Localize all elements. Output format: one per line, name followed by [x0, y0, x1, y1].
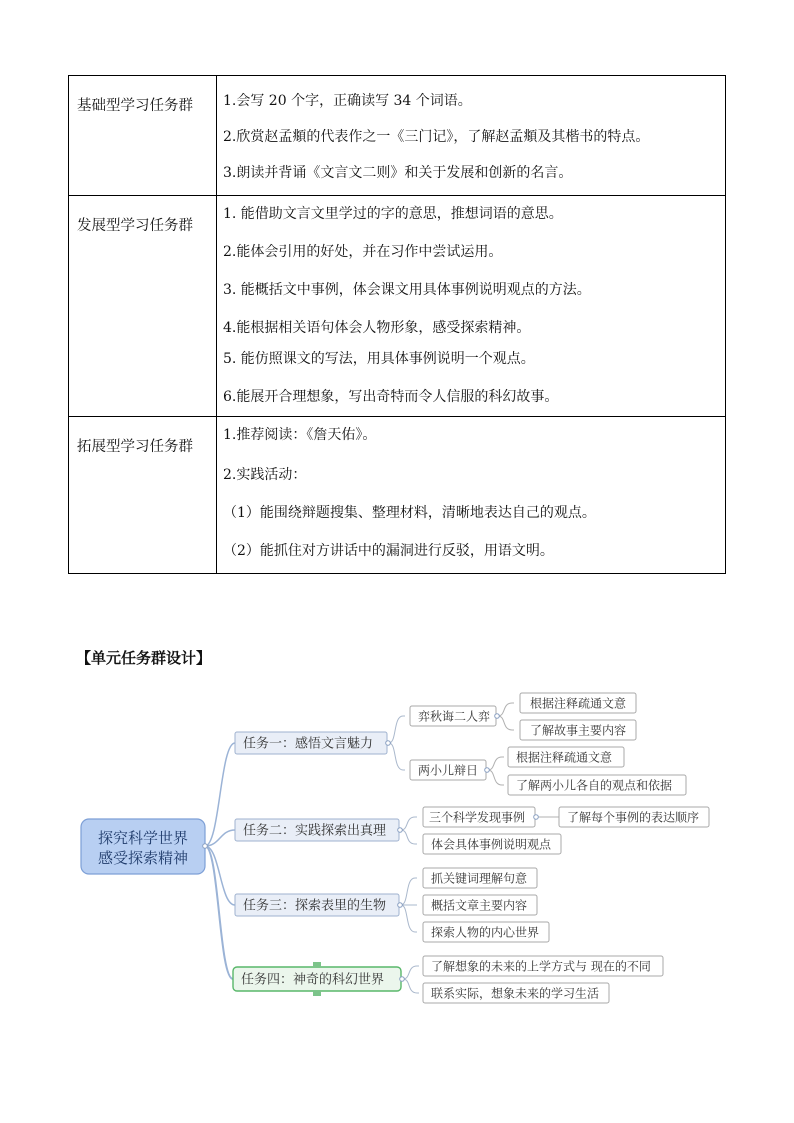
subtask-node	[423, 922, 549, 942]
category-cell: 基础型学习任务群	[69, 76, 217, 196]
task-node-label: 任务二：实践探索出真理	[243, 823, 387, 839]
task-node-label: 任务四：神奇的科幻世界	[241, 972, 385, 988]
list-item: 3.朗读并背诵《文言文二则》和关于发展和创新的名言。	[223, 165, 573, 181]
leaf-node	[508, 775, 686, 795]
connector-line	[488, 770, 504, 785]
subtask-node-label: 两小儿辩日	[418, 763, 479, 778]
connector-line	[498, 703, 514, 716]
list-item: 2.实践活动：	[223, 467, 307, 483]
subtask-node-label: 三个科学发现事例	[429, 810, 526, 825]
leaf-node-label: 了解两小儿各自的观点和依据	[516, 778, 673, 793]
node-handle	[495, 714, 500, 719]
leaf-node	[520, 720, 636, 740]
connector-line	[401, 817, 417, 830]
task-node	[235, 732, 387, 754]
list-item: 1.会写 20 个字，正确读写 34 个词语。	[223, 93, 472, 109]
leaf-node	[508, 747, 624, 767]
subtask-node-label: 抓关键词理解句意	[431, 871, 528, 886]
list-item: 2.欣赏赵孟頫的代表作之一《三门记》，了解赵孟頫及其楷书的特点。	[223, 129, 650, 145]
list-item: 1.推荐阅读：《詹天佑》。	[223, 427, 377, 443]
connector-line	[205, 846, 233, 979]
root-label: 探究科学世界	[97, 829, 189, 847]
list-item: 1. 能借助文言文里学过的字的意思，推想词语的意思。	[223, 206, 563, 222]
node-handle	[400, 977, 405, 982]
subtask-node	[423, 956, 663, 976]
subtask-node-label: 体会具体事例说明观点	[431, 837, 552, 852]
subtask-node-label: 联系实际，想象未来的学习生活	[431, 986, 600, 1001]
leaf-node	[559, 807, 709, 827]
leaf-node-label: 根据注释疏通文意	[516, 750, 613, 765]
task-node-label: 任务一：感悟文言魅力	[243, 736, 374, 752]
node-handle	[485, 768, 490, 773]
connector-line	[389, 743, 405, 770]
subtask-node	[410, 706, 496, 726]
subtask-node	[423, 895, 537, 915]
subtask-node	[423, 807, 535, 827]
node-handle	[398, 828, 403, 833]
connector-line	[389, 716, 405, 743]
connector-line	[401, 905, 417, 932]
connector-line	[403, 979, 419, 993]
list-item: 5. 能仿照课文的写法，用具体事例说明一个观点。	[223, 351, 535, 367]
task-node-label: 任务三：探索表里的生物	[243, 898, 387, 914]
subtask-node	[410, 760, 486, 780]
section-title: 【单元任务群设计】	[76, 649, 212, 667]
subtask-node	[423, 834, 561, 854]
connector-line	[488, 757, 504, 770]
list-item: 4.能根据相关语句体会人物形象，感受探索精神。	[223, 320, 531, 336]
list-item: 6.能展开合理想象，写出奇特而令人信服的科幻故事。	[223, 389, 559, 405]
subtask-node-label: 概括文章主要内容	[431, 898, 528, 913]
node-handle	[386, 741, 391, 746]
subtask-node	[423, 868, 537, 888]
leaf-node-label: 根据注释疏通文意	[530, 696, 627, 711]
category-cell: 发展型学习任务群	[69, 196, 217, 417]
subtask-node	[423, 983, 609, 1003]
list-item: 3. 能概括文中事例，体会课文用具体事例说明观点的方法。	[223, 282, 591, 298]
mindmap-root-node	[81, 819, 205, 874]
root-label: 感受探索精神	[97, 849, 189, 867]
connector-line	[401, 878, 417, 905]
subtask-node-label: 探索人物的内心世界	[431, 925, 540, 940]
subtask-node-label: 了解想象的未来的上学方式与 现在的不同	[431, 959, 651, 974]
task-node	[235, 819, 399, 841]
connector-line	[205, 846, 235, 905]
list-item: （1）能围绕辩题搜集、整理材料，清晰地表达自己的观点。	[223, 505, 596, 521]
subtask-node-label: 弈秋诲二人弈	[418, 709, 491, 724]
node-handle	[398, 903, 403, 908]
leaf-node-label: 了解故事主要内容	[530, 723, 627, 738]
connector-line	[498, 716, 514, 730]
selection-handle	[313, 962, 321, 967]
list-item: （2）能抓住对方讲话中的漏洞进行反驳，用语文明。	[223, 543, 554, 559]
leaf-node-label: 了解每个事例的表达顺序	[567, 810, 700, 825]
node-handle	[534, 815, 539, 820]
category-cell: 拓展型学习任务群	[69, 417, 217, 574]
connector-line	[401, 830, 417, 844]
leaf-node	[520, 693, 636, 713]
connector-line	[403, 966, 419, 979]
selection-handle	[313, 991, 321, 996]
task-node	[233, 967, 401, 991]
list-item: 2.能体会引用的好处，并在习作中尝试运用。	[223, 244, 503, 260]
node-handle	[203, 844, 208, 849]
task-node	[235, 894, 399, 916]
